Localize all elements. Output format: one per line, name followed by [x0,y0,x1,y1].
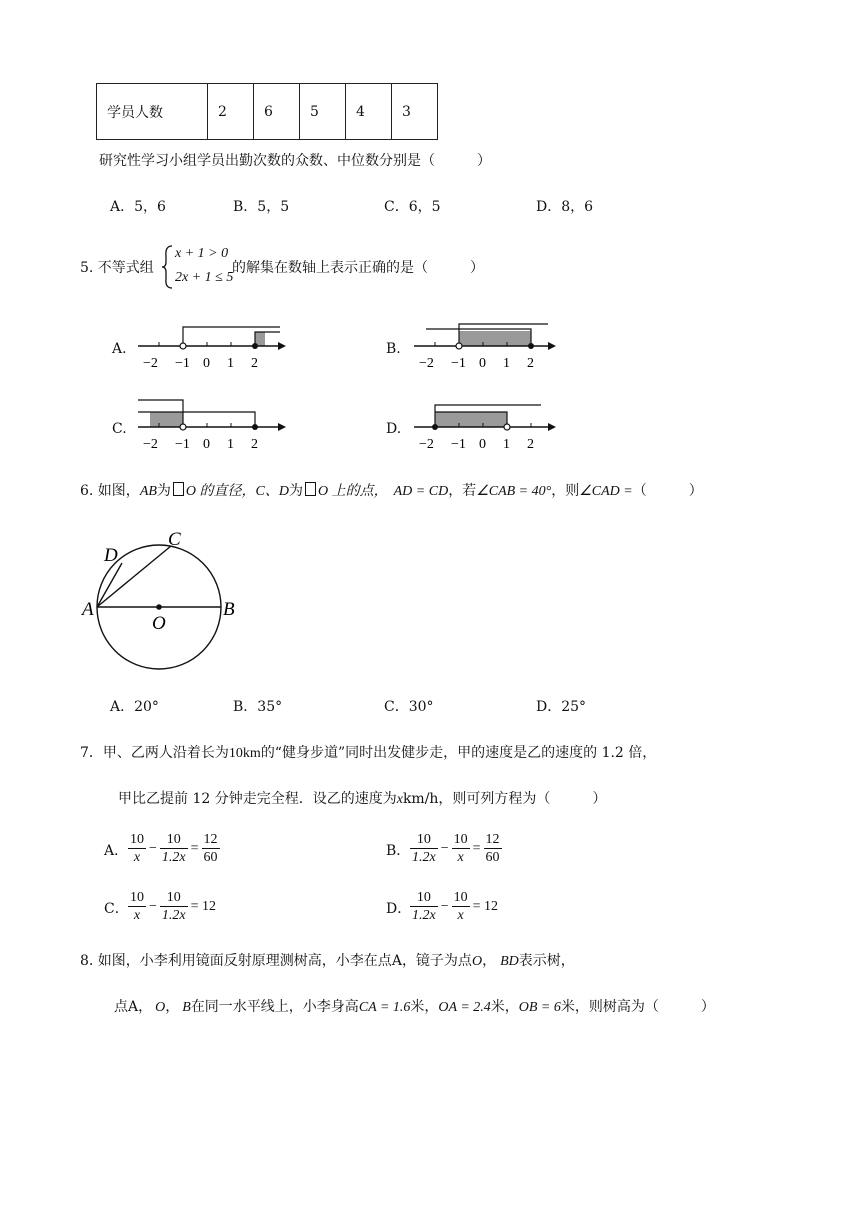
q8-text: ，镜子为点 [401,953,472,969]
q6-angle-cad: ∠CAD = [579,484,633,499]
table-cell: 2 [208,84,254,140]
number-line-b [406,318,566,374]
q4-option-c[interactable]: C．6，5 [384,199,441,215]
q7-variable: x [396,792,403,807]
tick-label: −2 [143,437,158,452]
tick-label: 0 [479,437,486,452]
tick-label: 1 [503,437,510,452]
q7-text: 7．甲、乙两人沿着长为 [80,745,229,761]
q6-points-cd: C、D [255,484,289,499]
q5-label-b[interactable]: B. [386,341,401,357]
q4-option-d[interactable]: D．8，6 [536,199,594,215]
q6-option-c[interactable]: C．30° [384,699,434,715]
q6-option-a[interactable]: A．20° [110,699,159,715]
q7-label-a[interactable]: A． [104,843,129,859]
q6-text: 6. 如图， [80,483,140,499]
fraction: $\frac{12}{60}$ [203,832,218,865]
q7-equation-d: $\frac{10}{1.2x}$ − $\frac{10}{x}$ = 12 [412,890,499,923]
q5-label-d[interactable]: D. [386,421,402,437]
attendance-table [96,83,438,140]
tick-label: 2 [527,437,534,452]
fraction: $\frac{10}{1.2x}$ [412,832,436,865]
q8-text: 在同一水平线上，小李身高 [190,999,359,1015]
tick-label: 2 [251,437,258,452]
q8-text: ， [165,999,180,1015]
q8-height-ca: CA = 1.6 [358,1000,411,1015]
q6-stem [80,482,703,501]
circle-symbol-icon [173,482,184,496]
table-row [97,84,438,140]
number-line-a [130,318,290,374]
tick-label: −1 [451,437,466,452]
q8-text: ， [138,999,153,1015]
q7-label-d[interactable]: D． [386,901,412,917]
q5-inequality-2: 2x + 1 ≤ 5 [175,270,234,285]
q8-text: 表示树， [518,953,575,969]
q5-label-c[interactable]: C. [112,421,127,437]
q8-text: 8. 如图，小李利用镜面反射原理测树高，小李在点 [80,953,392,969]
tick-label: −1 [451,356,466,371]
tick-label: 2 [527,356,534,371]
q5-suffix: 的解集在数轴上表示正确的是（ ） [232,260,484,276]
table-header-cell: 学员人数 [97,84,208,140]
fraction: $\frac{10}{1.2x}$ [412,890,436,923]
q8-segment-bd: BD [500,954,519,969]
q5-prefix: 5. 不等式组 [80,260,154,276]
q7-text: km/h，则可列方程为（ ） [402,791,607,807]
q6-option-b[interactable]: B．35° [233,699,283,715]
tick-label: −2 [419,437,434,452]
q7-text: 甲比乙提前 12 分钟走完全程．设乙的速度为 [118,791,397,807]
tick-label: −1 [175,356,190,371]
table-cell: 4 [346,84,392,140]
q6-text: 为 [156,483,171,499]
q7-equation-b: $\frac{10}{1.2x}$ − $\frac{10}{x}$ = $\frac{12}{60}$ [412,832,500,865]
circle-diagram [78,528,248,678]
fraction: $\frac{12}{60}$ [485,832,500,865]
q4-option-a[interactable]: A．5，6 [110,199,166,215]
number-line-c [130,396,290,454]
q5-label-a[interactable]: A. [112,341,127,357]
q7-distance: 10km [228,746,261,761]
tick-label: 0 [203,356,210,371]
q8-text: 米，则树高为（ ） [560,999,715,1015]
q5-inequality-1: x + 1 > 0 [175,246,229,261]
q6-segment-ab: AB [139,484,157,499]
q8-text: 米， [490,999,519,1015]
fraction: $\frac{10}{1.2x}$ [161,890,186,923]
q8-point-a: A [128,999,139,1015]
fraction: $\frac{10}{1.2x}$ [161,832,186,865]
q6-text: O 上的点， [318,484,388,499]
q7-label-c[interactable]: C． [104,901,129,917]
q7-line-2 [118,790,606,809]
q8-point-o: O [471,954,483,969]
q4-stem: 研究性学习小组学员出勤次数的众数、中位数分别是（ ） [99,153,491,169]
fraction: $\frac{10}{x}$ [453,890,468,923]
q8-point-o: O [155,1000,166,1015]
tick-label: −2 [419,356,434,371]
tick-label: 1 [227,356,234,371]
q6-equation: AD = CD [393,484,449,499]
tick-label: 0 [203,437,210,452]
tick-label: −1 [175,437,190,452]
q7-line-1 [80,744,656,763]
tick-label: 2 [251,356,258,371]
point-a-label: A [82,599,94,620]
tick-label: 0 [479,356,486,371]
q8-text: 米， [410,999,439,1015]
q7-equation-a: $\frac{10}{x}$ − $\frac{10}{1.2x}$ = $\frac{12}{60}$ [130,832,218,865]
q6-angle-cab: ∠CAB = 40° [476,484,552,499]
q6-option-d[interactable]: D．25° [536,699,587,715]
q6-text: O 的直径， [185,484,256,499]
q7-equation-c: $\frac{10}{x}$ − $\frac{10}{1.2x}$ = 12 [130,890,217,923]
q8-text: 点 [114,999,128,1015]
q6-text: ，则 [551,483,580,499]
table-cell: 5 [300,84,346,140]
point-b-label: B [223,599,235,620]
tick-label: −2 [143,356,158,371]
q6-text: 为 [289,483,303,499]
point-o-label: O [152,613,166,634]
left-brace-icon [160,244,174,290]
table-cell: 6 [254,84,300,140]
q8-distance-oa: OA = 2.4 [438,1000,491,1015]
point-c-label: C [168,529,181,550]
q8-line-2 [114,998,715,1017]
q7-text: 的“健身步道”同时出发健步走，甲的速度是乙的速度的 1.2 倍， [260,745,657,761]
point-d-label: D [104,545,118,566]
fraction: $\frac{10}{x}$ [130,832,144,865]
table-cell: 3 [392,84,438,140]
q8-point-a: A [391,953,402,969]
fraction: $\frac{10}{x}$ [130,890,144,923]
tick-label: 1 [227,437,234,452]
number-line-d [406,396,566,454]
q6-text: （ ） [632,483,703,499]
circle-symbol-icon [305,482,316,496]
q4-option-b[interactable]: B．5，5 [233,199,290,215]
q8-distance-ob: OB = 6 [518,1000,561,1015]
q7-label-b[interactable]: B． [386,843,411,859]
tick-label: 1 [503,356,510,371]
fraction: $\frac{10}{x}$ [453,832,468,865]
q8-line-1 [80,952,575,971]
q8-point-b: B [182,1000,191,1015]
q6-text: ，若 [448,483,477,499]
q8-text: ， [482,953,497,969]
